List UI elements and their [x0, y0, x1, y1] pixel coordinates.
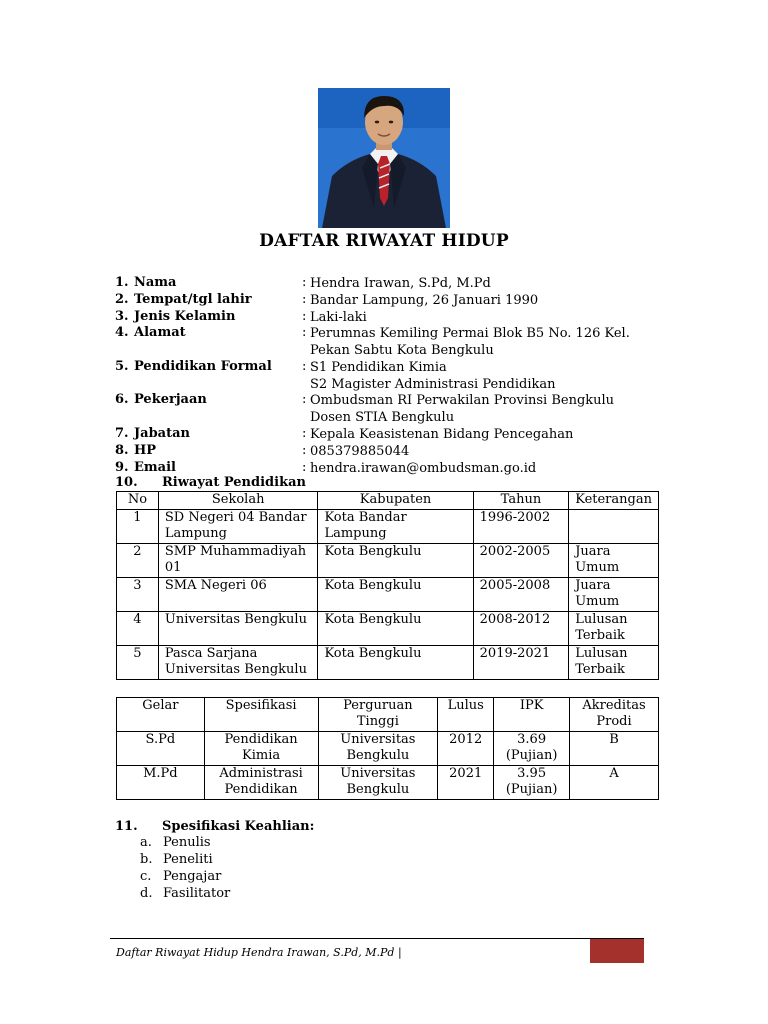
biodata-label: Pendidikan Formal: [134, 359, 272, 374]
table-cell: 5: [117, 646, 159, 680]
table-row: [117, 646, 659, 680]
table-cell: SMA Negeri 06: [158, 578, 318, 612]
biodata-value: [310, 325, 630, 359]
biodata-colon: :: [302, 443, 307, 458]
table-cell: Kota Bengkulu: [318, 646, 473, 680]
section-11-title: Spesifikasi Keahlian:: [162, 819, 315, 834]
biodata-number: 8.: [115, 443, 129, 458]
biodata-value: [310, 309, 367, 326]
section-10-number: 10.: [115, 475, 138, 490]
table-row: [117, 578, 659, 612]
biodata-label: Email: [134, 460, 176, 475]
table-cell: 2012: [438, 732, 494, 766]
degree-table: [116, 697, 659, 800]
table-cell: 3.69 (Pujian): [494, 732, 570, 766]
education-table-header: [117, 492, 659, 510]
section-10-title: Riwayat Pendidikan: [162, 475, 306, 490]
table-cell: 2019-2021: [473, 646, 569, 680]
table-cell: 1996-2002: [473, 510, 569, 544]
biodata-number: 9.: [115, 460, 129, 475]
table-cell: Juara Umum: [569, 578, 659, 612]
biodata-value-line: Pekan Sabtu Kota Bengkulu: [310, 343, 494, 358]
biodata-value-line: Kepala Keasistenan Bidang Pencegahan: [310, 427, 574, 442]
skill-letter: b.: [140, 852, 153, 867]
skill-letter: a.: [140, 835, 152, 850]
skill-letter: d.: [140, 886, 153, 901]
table-cell: 3.95 (Pujian): [494, 766, 570, 800]
biodata-value-line: 085379885044: [310, 444, 410, 459]
col-tahun: Tahun: [473, 492, 569, 510]
biodata-label: Jenis Kelamin: [134, 309, 236, 324]
table-cell: 4: [117, 612, 159, 646]
table-cell: Administrasi Pendidikan: [204, 766, 318, 800]
table-row: [117, 544, 659, 578]
col-lulus: Lulus: [438, 698, 494, 732]
biodata-value: [310, 392, 614, 426]
biodata-value: [310, 359, 556, 393]
table-cell: 2008-2012: [473, 612, 569, 646]
person-portrait-icon: [318, 88, 450, 228]
biodata-value-line: Hendra Irawan, S.Pd, M.Pd: [310, 276, 491, 291]
biodata-number: 5.: [115, 359, 129, 374]
table-cell: 1: [117, 510, 159, 544]
biodata-number: 4.: [115, 325, 129, 340]
biodata-number: 2.: [115, 292, 129, 307]
biodata-value-line: Dosen STIA Bengkulu: [310, 410, 455, 425]
biodata-colon: :: [302, 325, 307, 340]
table-cell: Universitas Bengkulu: [318, 766, 438, 800]
table-cell: Pendidikan Kimia: [204, 732, 318, 766]
biodata-value: [310, 443, 409, 460]
table-cell: Kota Bengkulu: [318, 544, 473, 578]
skill-item: Peneliti: [163, 852, 213, 867]
biodata-colon: :: [302, 392, 307, 407]
biodata-value: [310, 275, 491, 292]
col-akreditas: Akreditas Prodi: [570, 698, 659, 732]
table-cell: 2002-2005: [473, 544, 569, 578]
col-ipk: IPK: [494, 698, 570, 732]
table-row: [117, 732, 659, 766]
table-row: [117, 766, 659, 800]
table-cell: Universitas Bengkulu: [318, 732, 438, 766]
col-keterangan: Keterangan: [569, 492, 659, 510]
degree-table-header: [117, 698, 659, 732]
table-cell: Pasca Sarjana Universitas Bengkulu: [158, 646, 318, 680]
biodata-value-line: Bandar Lampung, 26 Januari 1990: [310, 293, 539, 308]
section-11-number: 11.: [115, 819, 138, 834]
table-cell: S.Pd: [117, 732, 205, 766]
footer-divider: [110, 938, 644, 939]
education-table: [116, 491, 659, 680]
table-cell: 2: [117, 544, 159, 578]
biodata-value-line: Perumnas Kemiling Permai Blok B5 No. 126 Kel.: [310, 326, 630, 341]
table-cell: Kota Bandar Lampung: [318, 510, 473, 544]
biodata-label: HP: [134, 443, 157, 458]
biodata-label: Pekerjaan: [134, 392, 207, 407]
table-cell: Kota Bengkulu: [318, 578, 473, 612]
biodata-colon: :: [302, 359, 307, 374]
biodata-value: [310, 292, 538, 309]
biodata-colon: :: [302, 309, 307, 324]
col-perguruan-tinggi: Perguruan Tinggi: [318, 698, 438, 732]
table-cell: Universitas Bengkulu: [158, 612, 318, 646]
table-cell: Lulusan Terbaik: [569, 646, 659, 680]
biodata-label: Jabatan: [134, 426, 190, 441]
biodata-colon: :: [302, 275, 307, 290]
biodata-colon: :: [302, 292, 307, 307]
skill-letter: c.: [140, 869, 152, 884]
biodata-colon: :: [302, 460, 307, 475]
col-kabupaten: Kabupaten: [318, 492, 473, 510]
col-no: No: [117, 492, 159, 510]
table-cell: Lulusan Terbaik: [569, 612, 659, 646]
biodata-value: [310, 426, 573, 443]
col-spesifikasi: Spesifikasi: [204, 698, 318, 732]
biodata-value-line: Laki-laki: [310, 310, 367, 325]
page-title: DAFTAR RIWAYAT HIDUP: [259, 231, 509, 251]
biodata-value-line: hendra.irawan@ombudsman.go.id: [310, 461, 537, 476]
footer-text: Daftar Riwayat Hidup Hendra Irawan, S.Pd, M.Pd |: [116, 946, 402, 959]
biodata-value-line: Ombudsman RI Perwakilan Provinsi Bengkulu: [310, 393, 615, 408]
biodata-value-line: S1 Pendidikan Kimia: [310, 360, 447, 375]
col-sekolah: Sekolah: [158, 492, 318, 510]
table-row: [117, 510, 659, 544]
biodata-value-line: S2 Magister Administrasi Pendidikan: [310, 377, 556, 392]
table-cell: Juara Umum: [569, 544, 659, 578]
table-cell: B: [570, 732, 659, 766]
table-cell: A: [570, 766, 659, 800]
table-cell: M.Pd: [117, 766, 205, 800]
footer-accent-bar: [590, 939, 644, 963]
table-cell: Kota Bengkulu: [318, 612, 473, 646]
biodata-number: 1.: [115, 275, 129, 290]
skill-item: Pengajar: [163, 869, 222, 884]
table-cell: 2021: [438, 766, 494, 800]
skill-item: Fasilitator: [163, 886, 231, 901]
biodata-label: Alamat: [134, 325, 186, 340]
table-cell: SD Negeri 04 Bandar Lampung: [158, 510, 318, 544]
biodata-number: 7.: [115, 426, 129, 441]
table-cell: [569, 510, 659, 544]
biodata-label: Nama: [134, 275, 177, 290]
col-gelar: Gelar: [117, 698, 205, 732]
profile-photo: [318, 88, 450, 228]
biodata-number: 3.: [115, 309, 129, 324]
skill-item: Penulis: [163, 835, 211, 850]
biodata-value: [310, 460, 536, 477]
table-cell: 3: [117, 578, 159, 612]
table-cell: 2005-2008: [473, 578, 569, 612]
table-row: [117, 612, 659, 646]
biodata-label: Tempat/tgl lahir: [134, 292, 252, 307]
biodata-number: 6.: [115, 392, 129, 407]
table-cell: SMP Muhammadiyah 01: [158, 544, 318, 578]
biodata-colon: :: [302, 426, 307, 441]
